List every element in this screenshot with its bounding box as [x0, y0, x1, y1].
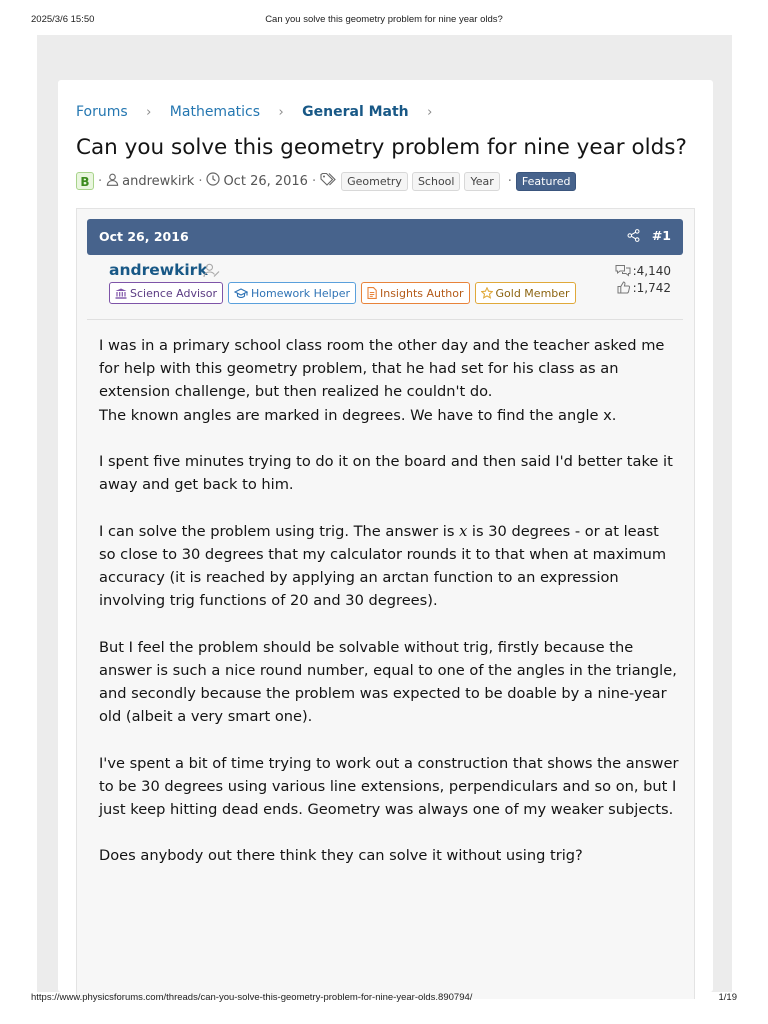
page-title: Can you solve this geometry problem for nine year olds? [76, 135, 687, 160]
print-url: https://www.physicsforums.com/threads/can-you-solve-this-geometry-problem-for-nine-year-olds.890794/ [31, 992, 473, 1003]
prefix-badge[interactable]: B [76, 172, 94, 190]
badge-label: Insights Author [379, 286, 464, 300]
print-page-number: 1/19 [718, 992, 737, 1003]
post-paragraph: Does anybody out there think they can solve it without using trig? [99, 847, 583, 865]
post-text: I can solve the problem using trig. The answer is [99, 522, 460, 540]
meta-separator: · [507, 173, 512, 189]
share-icon[interactable] [627, 229, 640, 242]
badge-insights-author [361, 282, 470, 304]
post-number[interactable]: #1 [651, 228, 671, 243]
tag-year[interactable]: Year [464, 172, 499, 191]
post-date[interactable]: Oct 26, 2016 [99, 229, 189, 244]
meta-separator: · [311, 173, 317, 189]
breadcrumb-general-math[interactable]: General Math [302, 104, 409, 120]
post-text: The known angles are marked in degrees. We have to find the angle x. [99, 406, 617, 424]
breadcrumb-forums[interactable]: Forums [76, 104, 128, 120]
messages-icon [615, 264, 631, 277]
breadcrumb-separator: › [278, 104, 284, 120]
tag-geometry[interactable]: Geometry [341, 172, 408, 191]
thumbs-up-icon [617, 281, 631, 294]
post [76, 208, 695, 999]
graduation-cap-icon [234, 288, 248, 299]
user-offline-icon [203, 263, 221, 282]
badge-label: Science Advisor [130, 286, 218, 300]
messages-count: :4,140 [632, 263, 671, 278]
breadcrumb-mathematics[interactable]: Mathematics [169, 104, 261, 120]
meta-separator: · [98, 173, 103, 189]
user-icon [106, 173, 119, 190]
messages-stat [615, 262, 671, 279]
post-header [87, 219, 683, 255]
post-paragraph: I've spent a bit of time trying to work out a construction that shows the answer to be 30 degrees using various line extensions, perpendiculars and so on, but I just keep hitting dead ends. Geometry was always one of my weaker subjects. [99, 754, 679, 818]
thread-date[interactable]: Oct 26, 2016 [223, 173, 308, 189]
badge-label: Gold Member [495, 286, 570, 300]
user-badges [109, 282, 581, 304]
star-icon [481, 287, 493, 299]
thread-meta [76, 170, 576, 192]
post-paragraph: But I feel the problem should be solvable without trig, firstly because the answer is such a nice round number, equal to one of the angles in the triangle, and secondly because the problem was expected to be doable by a nine-year old (albeit a very smart one). [99, 638, 677, 726]
page-background [37, 35, 732, 992]
document-icon [367, 287, 377, 299]
institution-icon [115, 288, 127, 299]
print-page-title: Can you solve this geometry problem for nine year olds? [265, 14, 503, 25]
breadcrumb-separator: › [427, 104, 433, 120]
print-datetime: 2025/3/6 15:50 [31, 14, 95, 25]
clock-icon [206, 172, 220, 190]
reactions-count: :1,742 [632, 280, 671, 295]
post-user-row [87, 259, 683, 320]
post-text: I was in a primary school class room the other day and the teacher asked me for help with this geometry problem, that he had set for his class as an extension challenge, but then realized he couldn't do. [99, 337, 665, 401]
featured-badge: Featured [516, 172, 577, 191]
post-paragraph [99, 520, 679, 613]
reactions-stat [615, 279, 671, 296]
post-paragraph: I spent five minutes trying to do it on the board and then said I'd better take it away and get back to him. [99, 453, 673, 494]
post-actions [627, 228, 671, 243]
badge-gold-member [475, 282, 576, 304]
print-footer [0, 992, 768, 1012]
post-body [99, 334, 679, 891]
badge-science-advisor [109, 282, 223, 304]
thread-author[interactable]: andrewkirk [122, 173, 195, 189]
post-text: is 30 degrees - or at least so close to 30 degrees that my calculator rounds it to that when at maximum accuracy (it is reached by applying an arctan function to an expression involving trig functions of 20 and 30 degrees). [99, 522, 667, 610]
post-paragraph [99, 334, 679, 427]
tag-school[interactable]: School [412, 172, 461, 191]
breadcrumb-separator: › [146, 104, 152, 120]
tags-icon [320, 172, 338, 190]
breadcrumb [76, 104, 446, 120]
math-variable: x [459, 522, 468, 540]
badge-homework-helper [228, 282, 356, 304]
print-header [0, 14, 768, 34]
post-username[interactable]: andrewkirk [109, 261, 208, 279]
thread-card [58, 80, 713, 992]
badge-label: Homework Helper [251, 286, 350, 300]
meta-separator: · [198, 173, 203, 189]
user-stats [615, 262, 671, 296]
